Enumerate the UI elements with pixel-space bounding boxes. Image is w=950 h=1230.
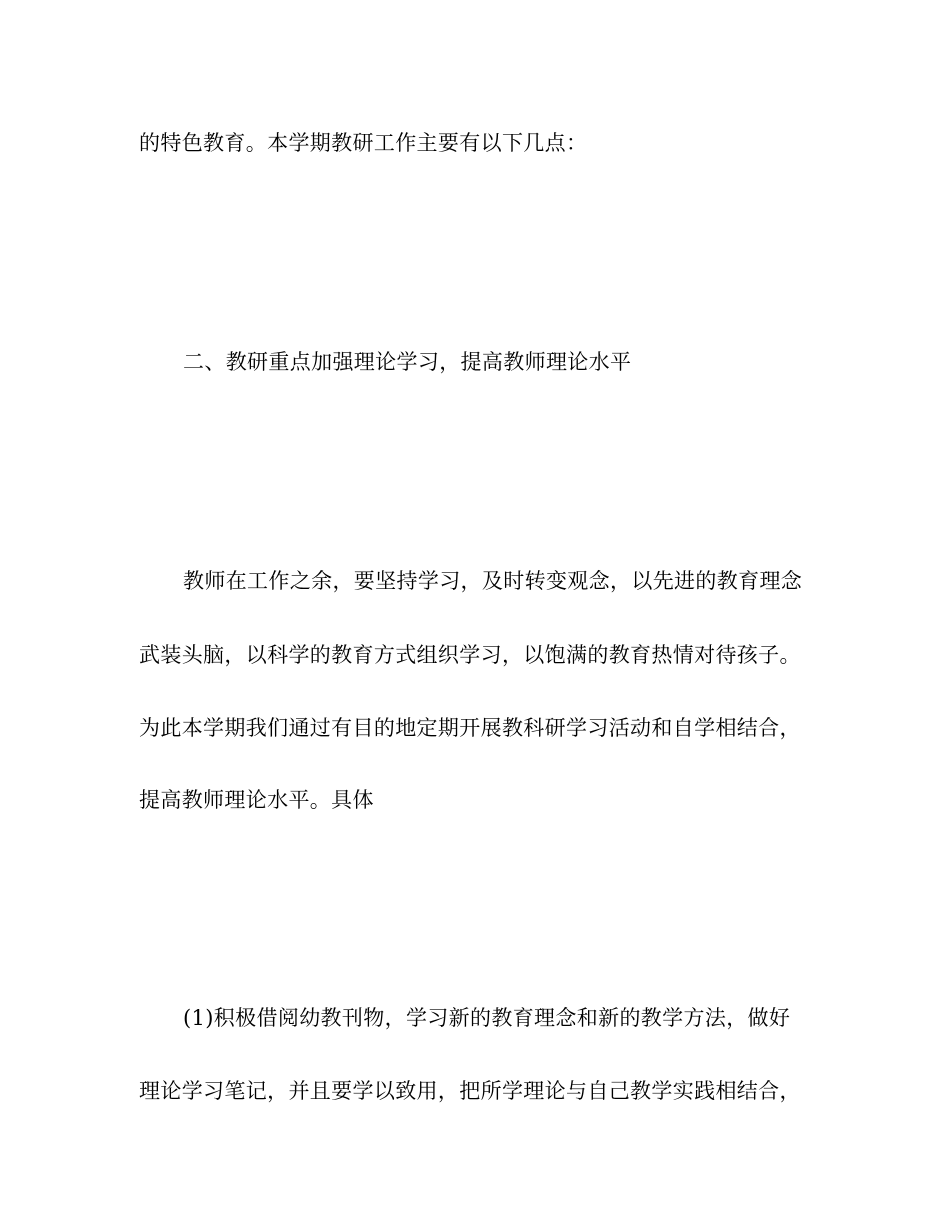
- paragraph-line: 教师在工作之余，要坚持学习，及时转变观念，以先进的教育理念: [183, 569, 803, 593]
- paragraph-line: 武装头脑，以科学的教育方式组织学习，以饱满的教育热情对待孩子。: [139, 643, 801, 667]
- list-item-line: 理论学习笔记，并且要学以致用，把所学理论与自己教学实践相结合，: [139, 1079, 801, 1103]
- paragraph-line: 提高教师理论水平。具体: [139, 788, 374, 812]
- list-item-line: (1)积极借阅幼教刊物，学习新的教育理念和新的教学方法，做好: [183, 1006, 791, 1030]
- section-heading: 二、教研重点加强理论学习，提高教师理论水平: [183, 350, 632, 374]
- intro-line: 的特色教育。本学期教研工作主要有以下几点：: [139, 131, 588, 155]
- paragraph-line: 为此本学期我们通过有目的地定期开展教科研学习活动和自学相结合，: [139, 716, 801, 740]
